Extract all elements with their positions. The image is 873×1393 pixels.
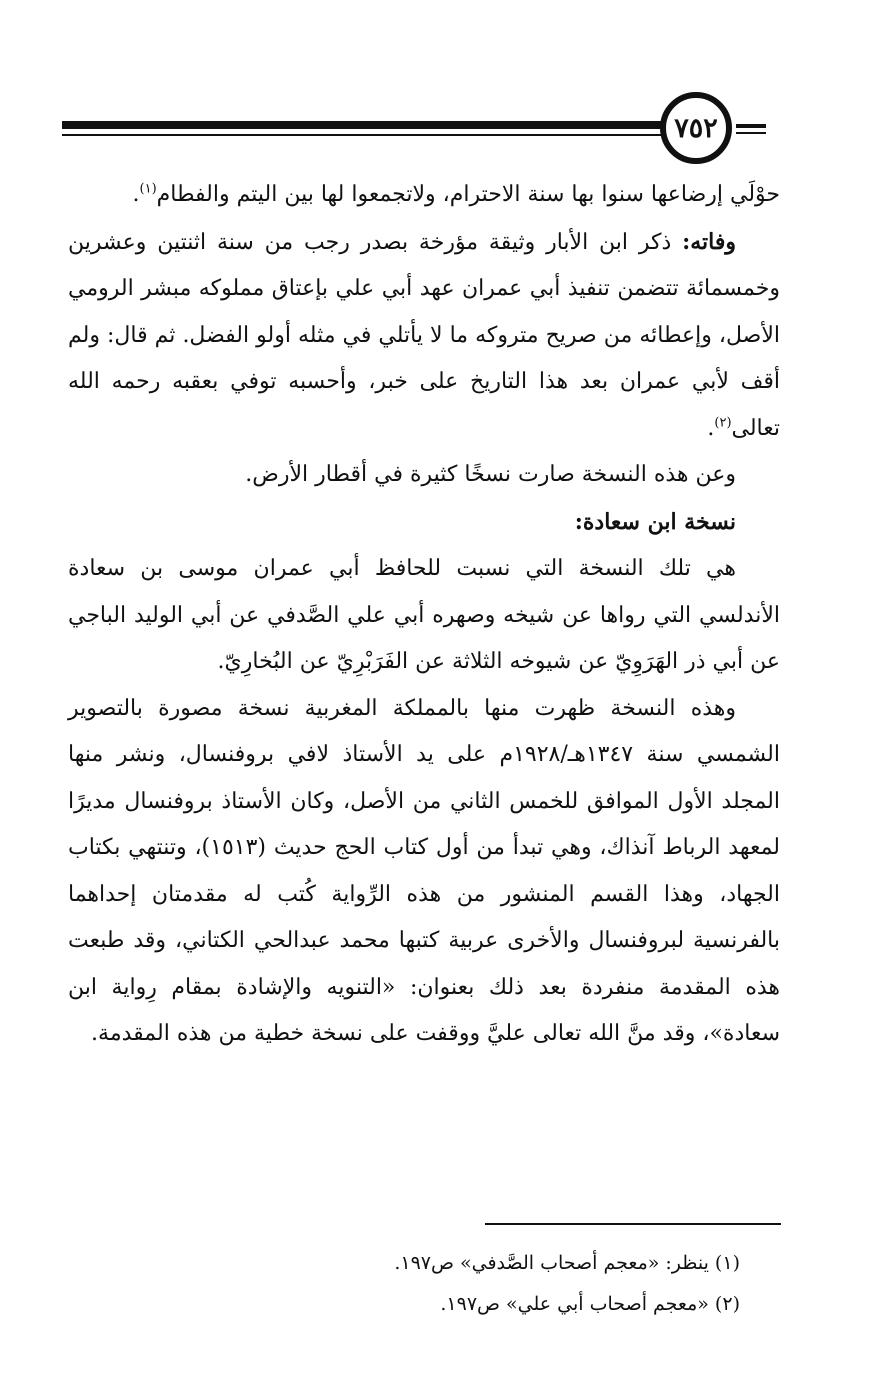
header-rule-thin	[62, 134, 664, 136]
paragraph-2	[68, 219, 780, 453]
section-heading-text: نسخة ابن سعادة:	[574, 508, 736, 535]
paragraph-4: هي تلك النسخة التي نسبت للحافظ أبي عمران موسى بن سعادة الأندلسي التي رواها عن شيخه وصهره أبي علي الصَّدفي عن أبي الوليد الباجي عن أبي ذر الهَرَوِيّ عن شيوخه الثلاثة عن الفَرَبْرِيّ عن البُخارِيّ.	[68, 556, 780, 674]
paragraph-2-end: .	[707, 415, 715, 441]
paragraph-1	[68, 172, 780, 219]
paragraph-1-text: حوْلَي إرضاعها سنوا بها سنة الاحترام، ولاتجمعوا لها بين اليتم والفطام	[156, 182, 780, 207]
paragraph-1-end: .	[132, 182, 140, 207]
footnote-ref-1: (١)	[139, 181, 157, 197]
page-number: ٧٥٢	[660, 92, 732, 164]
header-rule-right-thick	[736, 124, 766, 128]
paragraph-5: وهذه النسخة ظهرت منها بالمملكة المغربية نسخة مصورة بالتصوير الشمسي سنة ١٣٤٧هـ/١٩٢٨م على يد الأستاذ لافي بروفنسال، ونشر منها المجلد الأول الموافق للخمس الثاني من الأصل، وكان الأستاذ بروفنسال مديرًا لمعهد الرباط آنذاك، وهي تبدأ من أول كتاب الحج حديث (١٥١٣)، وتنتهي بكتاب الجهاد، وهذا القسم المنشور من هذه الرِّواية كُتب له مقدمتان إحداهما بالفرنسية لبروفنسال والأخرى عربية كتبها محمد عبدالحي الكتاني، وقد طبعت هذه المقدمة منفردة بعد ذلك بعنوان: «التنويه والإشادة بمقام رِواية ابن سعادة»، وقد منَّ الله تعالى عليَّ ووقفت على نسخة خطية من هذه المقدمة.	[68, 695, 780, 1046]
section-heading	[68, 499, 780, 547]
footnotes	[250, 1243, 740, 1325]
footnote-1: (١) ينظر: «معجم أصحاب الصَّدفي» ص١٩٧.	[394, 1252, 740, 1274]
paragraph-2-text: ذكر ابن الأبار وثيقة مؤرخة بصدر رجب من سنة اثنتين وعشرين وخمسمائة تتضمن تنفيذ أبي عمران عهد أبي علي بإعتاق مملوكه مبشر الرومي الأصل، وإعطائه من صريح متروكه ما لا يأتلي في مثله أولو الفضل. ثم قال: ولم أقف لأبي عمران بعد هذا التاريخ على خبر، وأحسبه توفي بعقبه رحمه الله تعالى	[68, 229, 780, 441]
header-rule-thick	[62, 121, 664, 129]
footnote-2: (٢) «معجم أصحاب أبي علي» ص١٩٧.	[440, 1293, 740, 1315]
paragraph-3: وعن هذه النسخة صارت نسخًا كثيرة في أقطار الأرض.	[245, 462, 736, 487]
footnote-separator	[485, 1223, 781, 1225]
header-rule-right-thin	[736, 132, 766, 134]
paragraph-2-label: وفاته:	[682, 228, 736, 255]
main-text	[68, 172, 780, 1058]
footnote-ref-2: (٢)	[714, 415, 732, 431]
